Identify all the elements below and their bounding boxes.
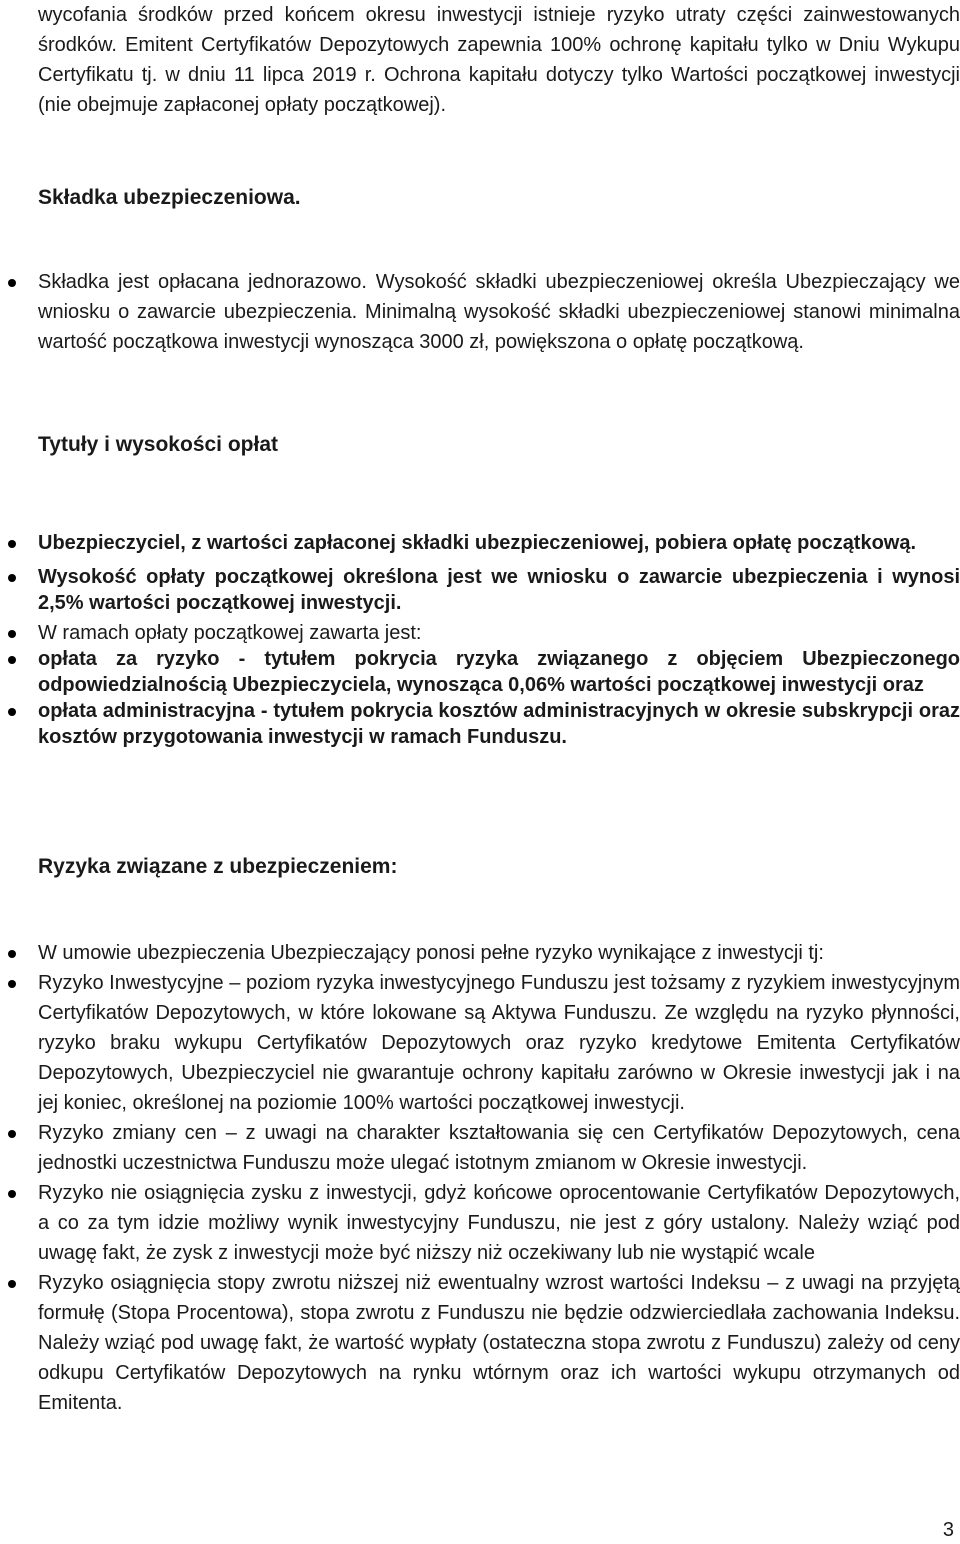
bullet-icon xyxy=(8,1130,16,1138)
intro-paragraph: wycofania środków przed końcem okresu inwestycji istnieje ryzyko utraty części zainwestowanych środków. Emitent Certyfikatów Depozytowych zapewnia 100% ochronę kapitału tylko w Dniu Wykupu Certyfikatu tj. w dniu 11 lipca 2019 r. Ochrona kapitału dotyczy tylko Wartości początkowej inwestycji (nie obejmuje zapłaconej opłaty początkowej). xyxy=(38,4,960,116)
bullet-icon xyxy=(8,708,16,716)
list-item-text: Składka jest opłacana jednorazowo. Wysokość składki ubezpieczeniowej określa Ubezpieczający we wniosku o zawarcie ubezpieczenia. Minimalną wysokość składki ubezpieczeniowej stanowi minimalna wartość początkowa inwestycji wynosząca 3000 zł, powiększona o opłatę początkową. xyxy=(38,271,960,353)
bullet-icon xyxy=(8,540,16,548)
fees-list xyxy=(38,530,960,750)
list-item xyxy=(38,1118,960,1178)
risks-list xyxy=(38,938,960,1418)
bullet-icon xyxy=(8,656,16,664)
list-item-text: opłata za ryzyko - tytułem pokrycia ryzyka związanego z objęciem Ubezpieczonego odpowiedzialnością Ubezpieczyciela, wynosząca 0,06% wartości początkowej inwestycji oraz xyxy=(38,648,960,696)
bullet-icon xyxy=(8,980,16,988)
list-item xyxy=(38,938,960,968)
list-item xyxy=(38,1178,960,1268)
list-item-text: Ryzyko osiągnięcia stopy zwrotu niższej niż ewentualny wzrost wartości Indeksu – z uwagi na przyjętą formułę (Stopa Procentowa), stopa zwrotu z Funduszu nie będzie odzwierciedlała zachowania Indeksu. Należy wziąć pod uwagę fakt, że wartość wypłaty (ostateczna stopa zwrotu z Funduszu) zależy od ceny odkupu Certyfikatów Depozytowych na rynku wtórnym oraz ich wartości wykupu otrzymanych od Emitenta. xyxy=(38,1272,960,1414)
list-item-text: Wysokość opłaty początkowej określona jest we wniosku o zawarcie ubezpieczenia i wynosi 2,5% wartości początkowej inwestycji. xyxy=(38,566,960,614)
list-item-text: W ramach opłaty początkowej zawarta jest: xyxy=(38,622,422,644)
list-item xyxy=(38,1268,960,1418)
page-number: 3 xyxy=(942,1519,954,1541)
premium-heading: Składka ubezpieczeniowa. xyxy=(38,186,301,209)
risks-heading: Ryzyka związane z ubezpieczeniem: xyxy=(38,855,398,878)
bullet-icon xyxy=(8,630,16,638)
list-item xyxy=(38,564,960,616)
bullet-icon xyxy=(8,1190,16,1198)
list-item-text: Ryzyko nie osiągnięcia zysku z inwestycji, gdyż końcowe oprocentowanie Certyfikatów Depozytowych, a co za tym idzie możliwy wynik inwestycyjny Funduszu, nie jest z góry ustalony. Należy wziąć pod uwagę fakt, że zysk z inwestycji może być niższy niż oczekiwany lub nie wystąpić wcale xyxy=(38,1182,960,1264)
list-item xyxy=(38,646,960,698)
list-item xyxy=(38,267,960,357)
bullet-icon xyxy=(8,279,16,287)
list-item-text: opłata administracyjna - tytułem pokrycia kosztów administracyjnych w okresie subskrypcji oraz kosztów przygotowania inwestycji w ramach Funduszu. xyxy=(38,700,960,748)
fees-heading: Tytuły i wysokości opłat xyxy=(38,433,279,456)
list-item xyxy=(38,698,960,750)
list-item-text: Ryzyko zmiany cen – z uwagi na charakter kształtowania się cen Certyfikatów Depozytowych, cena jednostki uczestnictwa Funduszu może ulegać istotnym zmianom w Okresie inwestycji. xyxy=(38,1122,960,1174)
premium-list xyxy=(38,267,960,357)
list-item-text: Ryzyko Inwestycyjne – poziom ryzyka inwestycyjnego Funduszu jest tożsamy z ryzykiem inwestycyjnym Certyfikatów Depozytowych, w które lokowane są Aktywa Funduszu. Ze względu na ryzyko płynności, ryzyko braku wykupu Certyfikatów Depozytowych oraz ryzyko kredytowe Emitenta Certyfikatów Depozytowych, Ubezpieczyciel nie gwarantuje ochrony kapitału zarówno w Okresie inwestycji jak i na jej koniec, określonej na poziomie 100% wartości początkowej inwestycji. xyxy=(38,972,960,1114)
bullet-icon xyxy=(8,1280,16,1288)
list-item-text: Ubezpieczyciel, z wartości zapłaconej składki ubezpieczeniowej, pobiera opłatę początkową. xyxy=(38,532,917,554)
list-item xyxy=(38,530,960,556)
list-item-text: W umowie ubezpieczenia Ubezpieczający ponosi pełne ryzyko wynikające z inwestycji tj: xyxy=(38,942,824,964)
bullet-icon xyxy=(8,574,16,582)
list-item xyxy=(38,620,960,646)
bullet-icon xyxy=(8,950,16,958)
list-item xyxy=(38,968,960,1118)
